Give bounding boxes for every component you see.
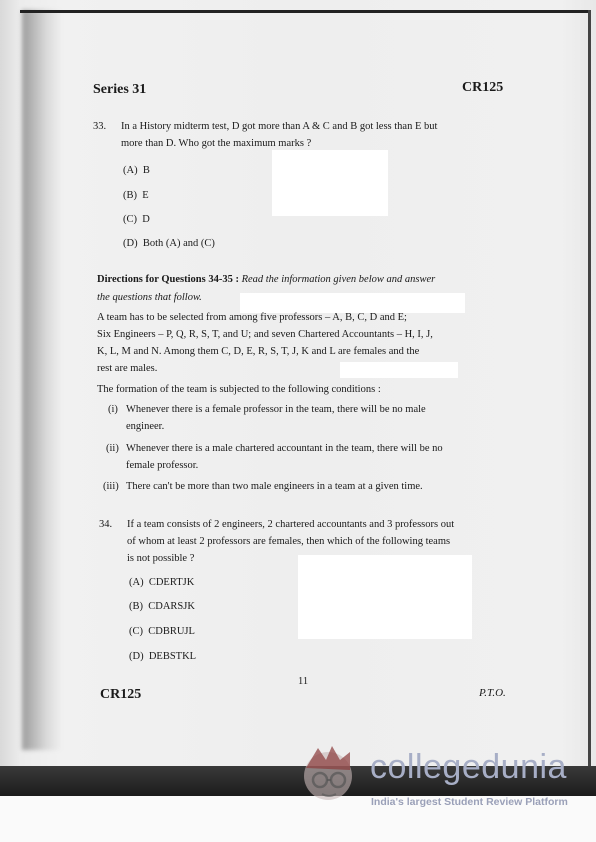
question-34-line1: If a team consists of 2 engineers, 2 chartered accountants and 3 professors out [127,519,455,530]
option-text: CDERTJK [148,577,195,588]
page-top-edge [20,10,590,13]
option-text: DEBSTKL [148,651,197,662]
passage-line1: A team has to be selected from among five professors – A, B, C, D and E; [97,312,407,323]
option-key: (C) [129,626,143,637]
scan-shadow [22,10,62,750]
redaction-box [272,150,388,216]
option-text: E [142,190,149,201]
directions-heading: Directions for Questions 34-35 : [97,274,239,285]
redaction-box [298,555,472,639]
option-key: (D) [123,238,138,249]
page-number: 11 [298,676,309,687]
option-key: (B) [123,190,137,201]
q33-option-c [123,214,150,225]
option-text: CDARSJK [148,601,195,612]
q34-option-a [129,577,194,588]
watermark-tagline: India's largest Student Review Platform [371,796,568,808]
passage-line3: K, L, M and N. Among them C, D, E, R, S, T, J, K and L are females and the [97,346,420,357]
formation-line: The formation of the team is subjected to the following conditions : [97,384,381,395]
question-33-line1: In a History midterm test, D got more than A & C and B got less than E but [121,121,438,132]
pto-label: P.T.O. [479,687,506,699]
option-key: (D) [129,651,144,662]
option-text: Both (A) and (C) [142,238,215,249]
watermark-brand: collegedunia [370,748,567,786]
q33-option-d [123,238,215,249]
q33-option-b [123,190,149,201]
mascot-icon [296,738,360,808]
q34-option-d [129,651,196,662]
condition-2-number: (ii) [106,443,119,454]
directions-line1 [97,271,509,288]
condition-1-number: (i) [108,404,118,415]
question-34-line3: is not possible ? [127,553,195,564]
option-key: (B) [129,601,143,612]
q33-option-a [123,165,150,176]
option-text: B [142,165,150,176]
paper-code-top: CR125 [462,80,504,95]
question-34-number: 34. [99,519,113,530]
condition-1-line1: Whenever there is a female professor in the team, there will be no male [126,404,426,415]
option-key: (A) [129,577,144,588]
redaction-box [340,362,458,378]
option-key: (A) [123,165,138,176]
condition-3-line1: There can't be more than two male engineers in a team at a given time. [126,481,423,492]
series-label: Series 31 [93,82,147,97]
directions-line2: the questions that follow. [97,292,202,303]
q34-option-b [129,601,195,612]
question-33-line2: more than D. Who got the maximum marks ? [121,138,312,149]
paper-code-bottom: CR125 [100,687,142,702]
condition-1-line2: engineer. [126,421,165,432]
question-34-line2: of whom at least 2 professors are females, then which of the following teams [127,536,451,547]
option-text: CDBRUJL [148,626,195,637]
watermark [296,738,586,818]
condition-2-line2: female professor. [126,460,199,471]
directions-text: Read the information given below and answer [241,274,436,285]
option-text: D [142,214,150,225]
passage-line4: rest are males. [97,363,158,374]
condition-3-number: (iii) [103,481,119,492]
condition-2-line1: Whenever there is a male chartered accountant in the team, there will be no [126,443,443,454]
page-right-edge [588,10,591,770]
passage-line2: Six Engineers – P, Q, R, S, T, and U; and seven Chartered Accountants – H, I, J, [97,329,433,340]
option-key: (C) [123,214,137,225]
q34-option-c [129,626,195,637]
question-33-number: 33. [93,121,107,132]
